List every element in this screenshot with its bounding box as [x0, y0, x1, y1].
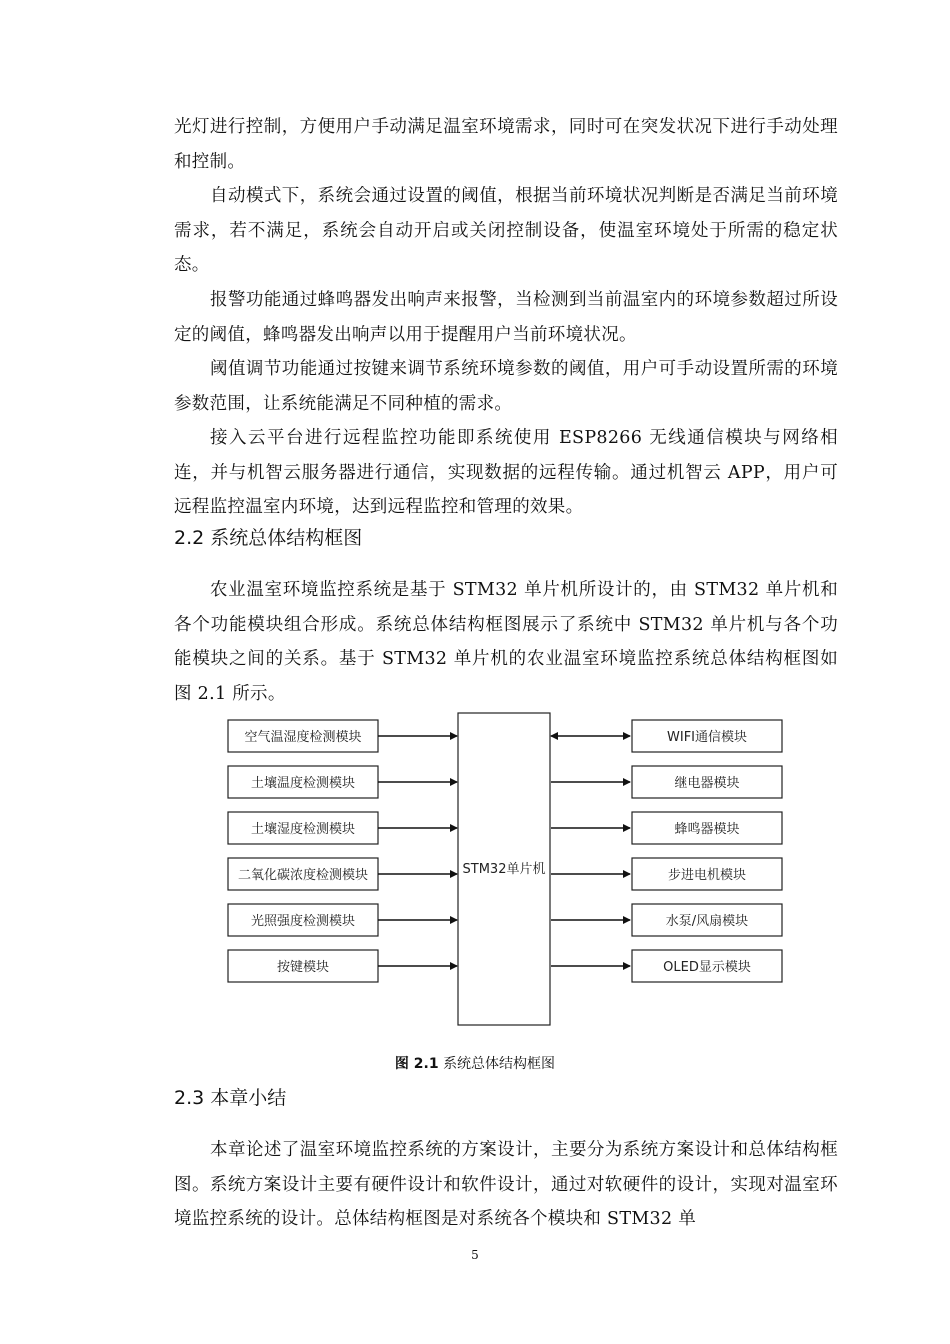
output-module-label: 步进电机模块	[667, 868, 747, 883]
paragraph-summary: 本章论述了温室环境监控系统的方案设计，主要分为系统方案设计和总体结构框图。系统方案设计主要有硬件设计和软件设计，通过对软硬件的设计，实现对温室环境监控系统的设计。总体结构框图是对系统各个模块和 STM32 单	[174, 1140, 838, 1229]
section-heading-2-2: 2.2 系统总体结构框图	[174, 527, 363, 549]
output-module-label: 蜂鸣器模块	[674, 822, 740, 837]
input-module-label: 按键模块	[276, 960, 330, 975]
input-module-label: 光照强度检测模块	[250, 914, 356, 929]
input-module-label: 空气温湿度检测模块	[244, 730, 362, 745]
paragraph-alarm: 报警功能通过蜂鸣器发出响声来报警，当检测到当前温室内的环境参数超过所设定的阈值，蜂鸣器发出响声以用于提醒用户当前环境状况。	[174, 290, 838, 345]
output-module-label: 水泵/风扇模块	[665, 914, 749, 929]
paragraph-cloud: 接入云平台进行远程监控功能即系统使用 ESP8266 无线通信模块与网络相连，并与机智云服务器进行通信，实现数据的远程传输。通过机智云 APP，用户可远程监控温室内环境，达到远程监控和管理的效果。	[174, 428, 838, 517]
stm32-label: STM32单片机	[462, 862, 546, 877]
input-module-label: 二氧化碳浓度检测模块	[237, 868, 369, 883]
input-module-label: 土壤温度检测模块	[250, 776, 356, 791]
figure-caption	[0, 1053, 950, 1073]
section-heading-2-3: 2.3 本章小结	[174, 1087, 287, 1109]
figure-number: 图 2.1	[394, 1056, 439, 1072]
output-module-label: OLED显示模块	[663, 960, 751, 975]
paragraph-auto-mode: 自动模式下，系统会通过设置的阈值，根据当前环境状况判断是否满足当前环境需求，若不满足，系统会自动开启或关闭控制设备，使温室环境处于所需的稳定状态。	[174, 186, 838, 275]
paragraph-structure: 农业温室环境监控系统是基于 STM32 单片机所设计的，由 STM32 单片机和各个功能模块组合形成。系统总体结构框图展示了系统中 STM32 单片机与各个功能模块之间的关系。基于 STM32 单片机的农业温室环境监控系统总体结构框图如图 2.1 所示。	[174, 580, 838, 704]
output-module-label: WIFI通信模块	[667, 730, 747, 745]
input-module-label: 土壤湿度检测模块	[250, 822, 356, 837]
system-block-diagram	[225, 710, 785, 1030]
paragraph-continued: 光灯进行控制，方便用户手动满足温室环境需求，同时可在突发状况下进行手动处理和控制。	[174, 117, 838, 172]
page-number: 5	[471, 1248, 479, 1262]
output-module-label: 继电器模块	[674, 776, 740, 791]
figure-title: 系统总体结构框图	[443, 1056, 556, 1072]
paragraph-threshold: 阈值调节功能通过按键来调节系统环境参数的阈值，用户可手动设置所需的环境参数范围，让系统能满足不同种植的需求。	[174, 359, 838, 414]
